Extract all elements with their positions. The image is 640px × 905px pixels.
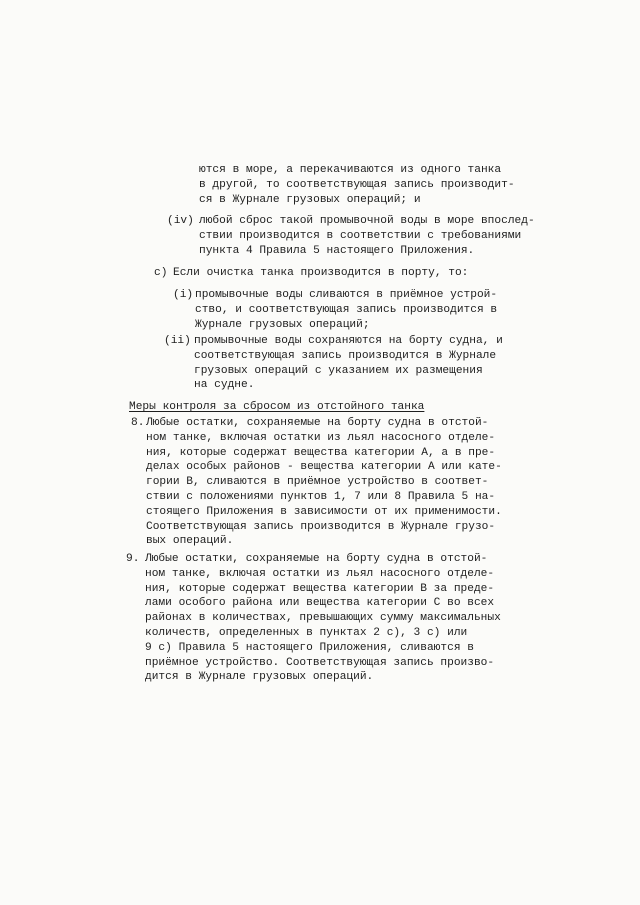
text-line: промывочные воды сливаются в приёмное устрой- bbox=[195, 289, 498, 301]
text-line: ются в море, а перекачиваются из одного танка bbox=[199, 164, 502, 176]
text-line: ния, которые содержат вещества категории В за преде- bbox=[145, 582, 495, 595]
text-line: Любые остатки, сохраняемые на борту судна в отстой- bbox=[145, 553, 488, 565]
text-line: ся в Журнале грузовых операций; и bbox=[199, 193, 421, 206]
item-iv-text bbox=[199, 214, 535, 258]
text-line: ном танке, включая остатки из льял насосного отделе- bbox=[146, 431, 496, 444]
section-heading: Меры контроля за сбросом из отстойного танка bbox=[129, 401, 425, 413]
text-line: ствии с положениями пунктов 1, 7 или 8 Правила 5 на- bbox=[146, 490, 496, 503]
text-line: вых операций. bbox=[146, 535, 234, 548]
item-iv-marker: (iv) bbox=[167, 215, 194, 227]
text-line: ство, и соответствующая запись производится в bbox=[195, 303, 498, 316]
text-line: Журнале грузовых операций; bbox=[195, 318, 370, 331]
text-line: приёмное устройство. Соответствующая запись произво- bbox=[145, 656, 495, 669]
text-line: количеств, определенных в пунктах 2 с), 3 с) или bbox=[145, 626, 468, 639]
item-ii-marker: (ii) bbox=[164, 335, 191, 347]
item-i-text bbox=[195, 288, 497, 332]
paragraph-8-marker: 8. bbox=[131, 417, 145, 429]
text-line: делах особых районов - вещества категории А или кате- bbox=[146, 461, 502, 474]
text-line: соответствующая запись производится в Журнале bbox=[194, 349, 497, 362]
text-line: Если очистка танка производится в порту, то: bbox=[173, 267, 469, 279]
text-line: ном танке, включая остатки из льял насосного отделе- bbox=[145, 567, 495, 580]
text-line: лами особого района или вещества категории С во всех bbox=[145, 597, 495, 610]
text-line: на судне. bbox=[194, 379, 255, 392]
item-c-marker: с) bbox=[154, 267, 168, 279]
text-line: промывочные воды сохраняются на борту судна, и bbox=[194, 335, 503, 347]
continuation-paragraph bbox=[199, 163, 515, 207]
item-ii-text bbox=[194, 334, 503, 393]
text-line: Любые остатки, сохраняемые на борту судна в отстой- bbox=[146, 417, 489, 429]
text-line: стоящего Приложения в зависимости от их применимости. bbox=[146, 505, 502, 518]
text-line: районах в количествах, превышающих сумму максимальных bbox=[145, 612, 501, 625]
text-line: в другой, то соответствующая запись производит- bbox=[199, 178, 515, 191]
text-line: гории В, сливаются в приёмное устройство в соответ- bbox=[146, 476, 489, 489]
text-line: дится в Журнале грузовых операций. bbox=[145, 671, 374, 684]
text-line: 9 с) Правила 5 настоящего Приложения, сливаются в bbox=[145, 641, 474, 654]
text-line: ния, которые содержат вещества категории А, а в пре- bbox=[146, 446, 496, 459]
text-line: грузовых операций с указанием их размещения bbox=[194, 364, 483, 377]
text-line: пункта 4 Правила 5 настоящего Приложения. bbox=[199, 244, 475, 257]
paragraph-8-text bbox=[146, 416, 502, 549]
item-c-text bbox=[173, 266, 468, 281]
paragraph-9-text bbox=[145, 552, 501, 685]
item-i-marker: (i) bbox=[173, 289, 194, 301]
paragraph-9-marker: 9. bbox=[126, 553, 140, 565]
text-line: ствии производится в соответствии с требованиями bbox=[199, 229, 522, 242]
text-line: Соответствующая запись производится в Журнале грузо- bbox=[146, 520, 496, 533]
text-line: любой сброс такой промывочной воды в море впослед- bbox=[199, 215, 535, 227]
